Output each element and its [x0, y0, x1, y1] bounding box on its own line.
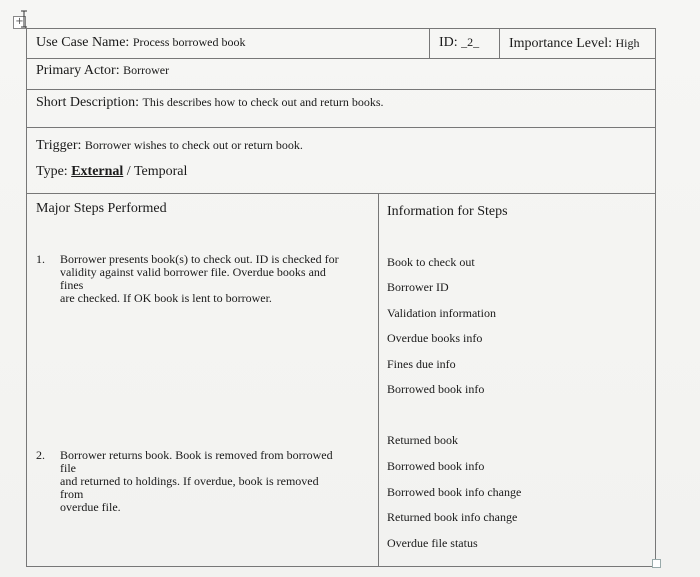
column-divider [429, 29, 430, 58]
table-resize-icon[interactable] [652, 559, 661, 568]
importance-label: Importance Level: [509, 36, 613, 51]
use-case-name-value: Process borrowed book [132, 35, 246, 49]
primary-actor-value: Borrower [123, 63, 170, 77]
type-label: Type: [36, 164, 68, 179]
column-divider [378, 193, 379, 567]
type-separator: / [123, 164, 134, 179]
short-description-cell [36, 95, 384, 111]
column-divider [499, 29, 500, 58]
row-divider [27, 58, 655, 59]
info-item: Book to check out [387, 255, 475, 269]
importance-value: High [615, 36, 640, 50]
trigger-value: Borrower wishes to check out or return book. [84, 138, 303, 152]
step-item [36, 448, 336, 514]
step-number: 2. [36, 448, 45, 462]
step-line: Borrower returns book. Book is removed from borrowed file [60, 448, 333, 475]
info-item: Returned book info change [387, 510, 518, 524]
id-label: ID: [439, 35, 458, 50]
step-line: Borrower presents book(s) to check out. ID is checked for [60, 252, 339, 266]
row-divider [27, 127, 655, 128]
importance-cell [509, 36, 640, 52]
step-item [36, 252, 339, 305]
use-case-name-cell [36, 35, 245, 51]
step-line: are checked. If OK book is lent to borrower. [60, 291, 272, 305]
text-cursor-icon [19, 9, 29, 29]
trigger-cell [36, 138, 303, 154]
info-item: Borrowed book info [387, 459, 485, 473]
trigger-label: Trigger: [36, 138, 82, 153]
step-line: validity against valid borrower file. Overdue books and fines [60, 265, 326, 292]
use-case-table [26, 28, 656, 567]
info-item: Fines due info [387, 357, 456, 371]
info-item: Borrowed book info change [387, 485, 522, 499]
type-cell [36, 164, 187, 180]
info-item: Borrowed book info [387, 382, 485, 396]
id-value: _2_ [461, 35, 480, 49]
primary-actor-label: Primary Actor: [36, 63, 120, 78]
info-steps-header: Information for Steps [387, 204, 508, 219]
info-item: Overdue books info [387, 331, 483, 345]
row-divider [27, 89, 655, 90]
info-item: Overdue file status [387, 536, 478, 550]
major-steps-header: Major Steps Performed [36, 201, 167, 216]
primary-actor-cell [36, 63, 169, 79]
type-temporal: Temporal [133, 164, 188, 179]
step-line: and returned to holdings. If overdue, book is removed from [60, 474, 319, 501]
info-item: Borrower ID [387, 280, 449, 294]
step-text [60, 449, 342, 514]
id-cell [439, 35, 479, 51]
short-description-value: This describes how to check out and return books. [142, 95, 384, 109]
type-external: External [71, 164, 124, 179]
use-case-name-label: Use Case Name: [36, 35, 130, 50]
info-item: Validation information [387, 306, 496, 320]
short-description-label: Short Description: [36, 95, 140, 110]
row-divider [27, 193, 655, 194]
step-line: overdue file. [60, 500, 121, 514]
table-move-icon[interactable]: + [13, 16, 26, 29]
step-number: 1. [36, 252, 45, 266]
step-text [60, 253, 342, 305]
info-item: Returned book [387, 433, 458, 447]
